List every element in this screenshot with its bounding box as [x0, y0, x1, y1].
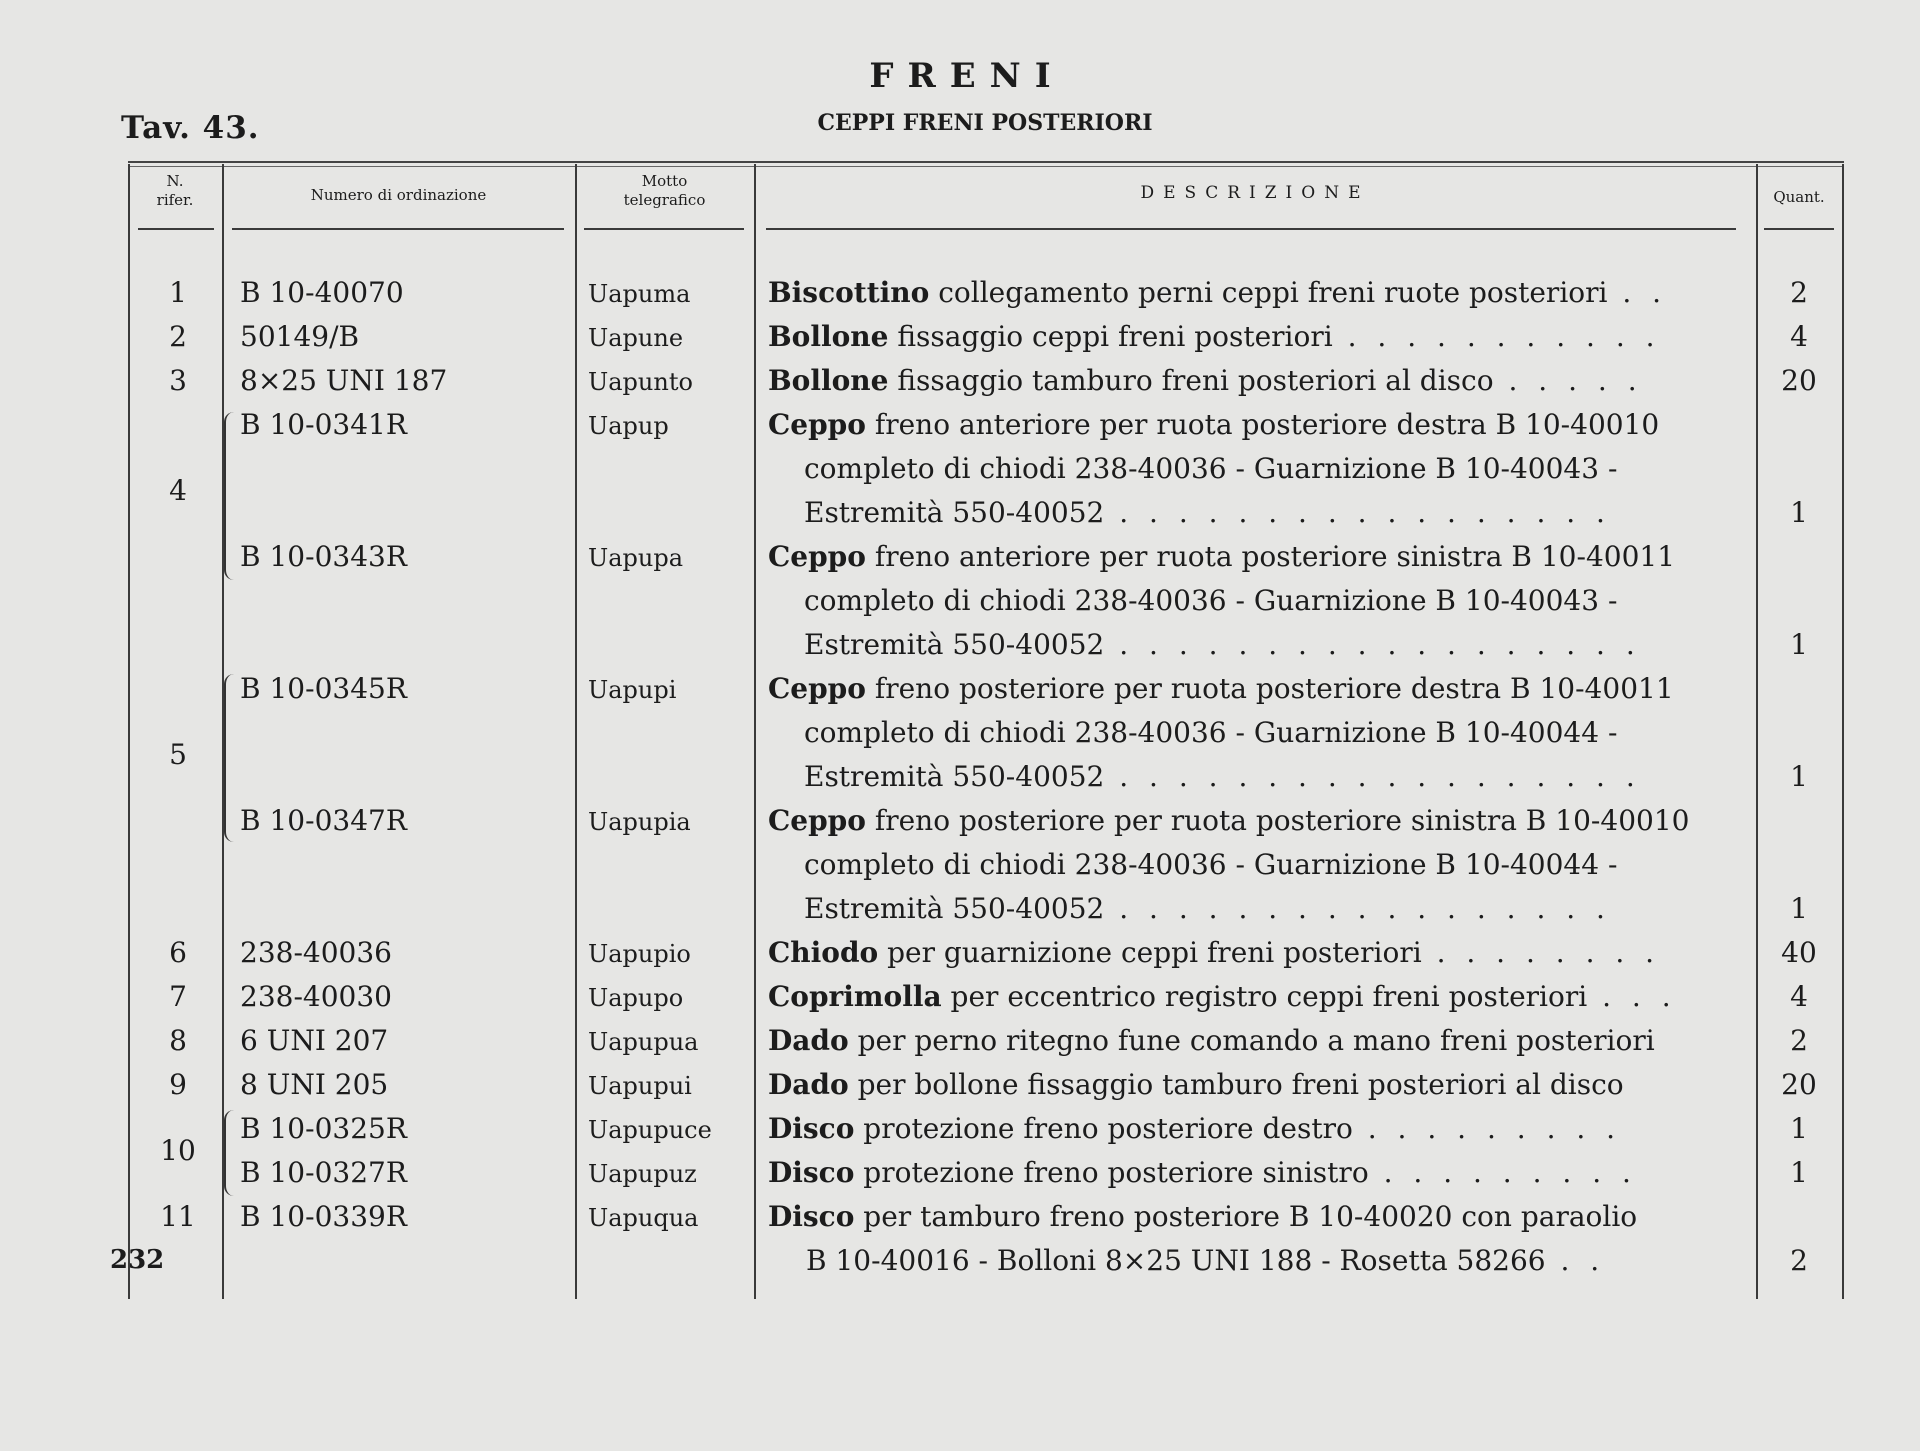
- telegraphic-code: Uapune: [588, 324, 684, 352]
- telegraphic-code: Uapupio: [588, 940, 691, 968]
- row-number: 10: [160, 1134, 196, 1167]
- telegraphic-code: Uapupuz: [588, 1160, 697, 1188]
- header-underline: [1764, 228, 1834, 230]
- header-underline: [232, 228, 564, 230]
- telegraphic-code: Uapupa: [588, 544, 684, 572]
- description-continued: Estremità 550-40052 . . . . . . . . . . . . . . . . .: [804, 496, 1611, 529]
- quantity: 1: [1790, 1112, 1808, 1145]
- column-header-quantity: Quant.: [1773, 188, 1825, 206]
- telegraphic-code: Uapup: [588, 412, 669, 440]
- column-header-description: DESCRIZIONE: [1140, 183, 1370, 203]
- header-underline: [584, 228, 744, 230]
- telegraphic-code: Uapuma: [588, 280, 691, 308]
- description: Dado per bollone fissaggio tamburo freni posteriori al disco: [768, 1068, 1624, 1101]
- row-number: 2: [169, 320, 187, 353]
- quantity: 2: [1790, 1244, 1808, 1277]
- description: Disco protezione freno posteriore sinistro . . . . . . . . .: [768, 1156, 1637, 1189]
- telegraphic-code: Uapunto: [588, 368, 693, 396]
- order-number: 6 UNI 207: [240, 1024, 389, 1057]
- page-subtitle: CEPPI FRENI POSTERIORI: [817, 110, 1153, 136]
- page-title: FRENI: [869, 56, 1065, 96]
- order-number: B 10-0341R: [240, 408, 407, 441]
- description-continued: B 10-40016 - Bolloni 8×25 UNI 188 - Rosetta 58266 . .: [806, 1244, 1606, 1277]
- column-divider: [754, 164, 756, 1299]
- column-header-code: Numero di ordinazione: [310, 186, 487, 204]
- description: Biscottino collegamento perni ceppi freni ruote posteriori . .: [768, 276, 1668, 309]
- description-continued: completo di chiodi 238-40036 - Guarnizione B 10-40044 -: [804, 716, 1618, 749]
- order-number: B 10-0325R: [240, 1112, 407, 1145]
- telegraphic-code: Uapupo: [588, 984, 684, 1012]
- column-divider: [1842, 164, 1844, 1299]
- row-number: 5: [169, 738, 187, 771]
- quantity: 1: [1790, 1156, 1808, 1189]
- order-number: B 10-0347R: [240, 804, 407, 837]
- table-top-rule: [128, 161, 1844, 163]
- column-header-motto: Motto telegrafico: [623, 172, 706, 209]
- quantity: 1: [1790, 496, 1808, 529]
- row-number: 1: [169, 276, 187, 309]
- quantity: 2: [1790, 276, 1808, 309]
- description: Ceppo freno anteriore per ruota posteriore destra B 10-40010: [768, 408, 1660, 441]
- order-number: B 10-0327R: [240, 1156, 407, 1189]
- description: Disco protezione freno posteriore destro . . . . . . . . .: [768, 1112, 1622, 1145]
- header-underline: [766, 228, 1736, 230]
- header-underline: [138, 228, 214, 230]
- column-divider: [575, 164, 577, 1299]
- row-number: 7: [169, 980, 187, 1013]
- quantity: 20: [1781, 1068, 1817, 1101]
- order-number: B 10-40070: [240, 276, 404, 309]
- row-number: 11: [160, 1200, 196, 1233]
- plate-number: Tav. 43.: [121, 110, 260, 146]
- page-number: 232: [110, 1245, 165, 1275]
- description: Ceppo freno posteriore per ruota posteriore sinistra B 10-40010: [768, 804, 1690, 837]
- description-continued: completo di chiodi 238-40036 - Guarnizione B 10-40044 -: [804, 848, 1618, 881]
- description: Coprimolla per eccentrico registro ceppi freni posteriori . . .: [768, 980, 1677, 1013]
- description: Bollone fissaggio tamburo freni posteriori al disco . . . . .: [768, 364, 1643, 397]
- telegraphic-code: Uapupuce: [588, 1116, 712, 1144]
- description: Ceppo freno posteriore per ruota posteriore destra B 10-40011: [768, 672, 1674, 705]
- quantity: 2: [1790, 1024, 1808, 1057]
- telegraphic-code: Uapupia: [588, 808, 691, 836]
- row-number: 3: [169, 364, 187, 397]
- quantity: 4: [1790, 320, 1808, 353]
- row-number: 9: [169, 1068, 187, 1101]
- description: Dado per perno ritegno fune comando a mano freni posteriori: [768, 1024, 1655, 1057]
- order-number: 8 UNI 205: [240, 1068, 389, 1101]
- description-continued: Estremità 550-40052 . . . . . . . . . . . . . . . . . .: [804, 760, 1641, 793]
- order-number: 50149/B: [240, 320, 360, 353]
- order-number: B 10-0343R: [240, 540, 407, 573]
- order-number: 238-40030: [240, 980, 392, 1013]
- telegraphic-code: Uapupi: [588, 676, 677, 704]
- description-continued: completo di chiodi 238-40036 - Guarnizione B 10-40043 -: [804, 452, 1618, 485]
- description: Ceppo freno anteriore per ruota posteriore sinistra B 10-40011: [768, 540, 1676, 573]
- quantity: 1: [1790, 892, 1808, 925]
- telegraphic-code: Uapuqua: [588, 1204, 699, 1232]
- table-top-rule-thin: [128, 166, 1844, 167]
- description-continued: Estremità 550-40052 . . . . . . . . . . . . . . . . .: [804, 892, 1611, 925]
- row-number: 8: [169, 1024, 187, 1057]
- order-number: 8×25 UNI 187: [240, 364, 448, 397]
- description: Chiodo per guarnizione ceppi freni posteriori . . . . . . . .: [768, 936, 1661, 969]
- row-number: 4: [169, 474, 187, 507]
- telegraphic-code: Uapupui: [588, 1072, 692, 1100]
- column-header-num: N. rifer.: [156, 172, 194, 209]
- description-continued: Estremità 550-40052 . . . . . . . . . . . . . . . . . .: [804, 628, 1641, 661]
- order-number: B 10-0339R: [240, 1200, 407, 1233]
- quantity: 4: [1790, 980, 1808, 1013]
- row-number: 6: [169, 936, 187, 969]
- quantity: 1: [1790, 760, 1808, 793]
- order-number: B 10-0345R: [240, 672, 407, 705]
- quantity: 40: [1781, 936, 1817, 969]
- quantity: 1: [1790, 628, 1808, 661]
- description-continued: completo di chiodi 238-40036 - Guarnizione B 10-40043 -: [804, 584, 1618, 617]
- telegraphic-code: Uapupua: [588, 1028, 699, 1056]
- order-number: 238-40036: [240, 936, 392, 969]
- description: Disco per tamburo freno posteriore B 10-40020 con paraolio: [768, 1200, 1638, 1233]
- description: Bollone fissaggio ceppi freni posteriori . . . . . . . . . . .: [768, 320, 1661, 353]
- quantity: 20: [1781, 364, 1817, 397]
